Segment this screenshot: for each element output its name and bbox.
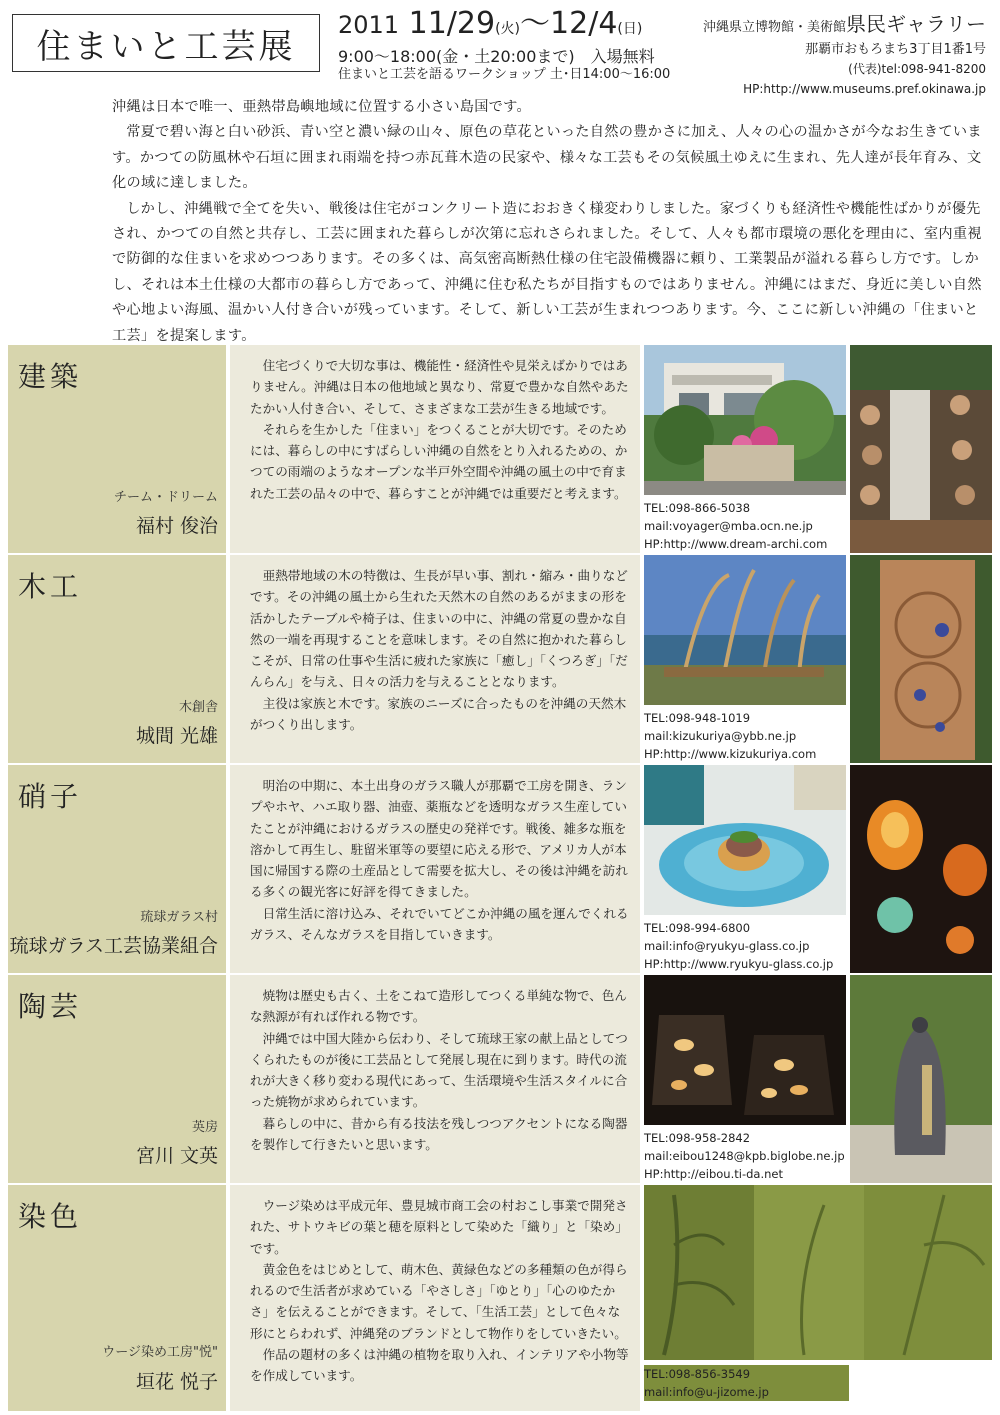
section-pottery (8, 973, 992, 1185)
intro-paragraph: しかし、沖縄戦で全てを失い、戦後は住宅がコンクリート造におおきく様変わりしました。家づくりも経済性や機能性ばかりが優先され、かつての自然と共存し、工芸に囲まれた暮らしが次第に忘れさられました。そして、人々も都市環境の悪化を理由に、室内重視で防御的な住まいを求めつつあります。その多くは、高気密高断熱仕様の住宅設備機器に頼り、工業製品が溢れる暮らし方です。しかし、それは本土仕様の大都市の暮らし方であって、沖縄に住む私たちが目指すものではありません。沖縄にはまだ、身近に美しい自然や心地よい海風、温かい人付き合いが残っています。そして、新しい工芸が生まれつつあります。今、ここに新しい沖縄の「住まいと工芸」を提案します。 (112, 200, 982, 344)
date-start: 11/29 (408, 6, 496, 41)
section-title: 木工 (18, 570, 83, 603)
contact-tel: TEL:098-856-3549 (644, 1367, 751, 1381)
contact-mail[interactable]: mail:info@ryukyu-glass.co.jp (644, 939, 810, 953)
body-paragraph: 明治の中期に、本土出身のガラス職人が那覇で工房を開き、ランプやホヤ、ハエ取り器、油壺、薬瓶などを透明なガラス生産していたことが沖縄におけるガラスの歴史の発祥です。戦後、雑多な瓶を溶かして再生し、駐留米軍等の要望に応える形で、アメリカ人が本国に帰国する際の土産品として需要を拡大し、その後は沖縄を訪れる多くの観光客に好評を得てきました。 (250, 778, 628, 900)
section-contact (644, 709, 854, 763)
contact-mail[interactable]: mail:info@u-jizome.jp (644, 1385, 769, 1399)
body-paragraph: 日常生活に溶け込み、それでいてどこか沖縄の風を運んでくれるガラス、そんなガラスを目指していきます。 (250, 905, 629, 943)
contact-tel: TEL:098-958-2842 (644, 1131, 751, 1145)
body-paragraph: 主役は家族と木です。家族のニーズに合ったものを沖縄の天然木がつくり出します。 (250, 695, 627, 733)
section-person: 垣花 悦子 (135, 1371, 218, 1393)
section-label-panel (8, 1185, 226, 1411)
wood-panel-photo (850, 555, 992, 765)
body-paragraph: 住宅づくりで大切な事は、機能性・経済性や見栄えばかりではありません。沖縄は日本の他地域と異なり、常夏で豊かな自然やあたたかい人付き合い、そして、さまざまな工芸が生きる地域です。 (250, 358, 629, 416)
date-start-dow: (火) (495, 21, 521, 37)
contact-hp[interactable]: HP:http://eibou.ti-da.net (644, 1167, 783, 1181)
section-body-panel (230, 345, 640, 555)
hours: 9:00〜18:00(金・土20:00まで) 入場無料 (338, 47, 655, 66)
body-paragraph: 黄金色をはじめとして、萌木色、黄緑色などの多種類の色が得られるので生活者が求めている「やさしさ」「ゆとり」「心のゆたかさ」を伝えることができます。そして、「生活工芸」として色々な形にとらわれず、沖縄発のブランドとして物作りをしていきたい。 (250, 1261, 628, 1341)
contact-mail[interactable]: mail:kizukuriya@ybb.ne.jp (644, 729, 797, 743)
section-contact (644, 919, 854, 973)
contact-tel: TEL:098-994-6800 (644, 921, 751, 935)
section-title: 陶芸 (18, 990, 83, 1023)
section-body-panel (230, 765, 640, 975)
date-block (338, 6, 698, 84)
section-body-panel (230, 975, 640, 1185)
exhibition-title: 住まいと工芸展 (12, 14, 320, 72)
workshop-info: 住まいと工芸を語るワークショップ 土･日14:00〜16:00 (338, 67, 671, 82)
body-paragraph: ウージ染めは平成元年、豊見城市商工会の村おこし事業で開発された、サトウキビの葉と穂を原料として染めた「織り」と「染め」です。 (250, 1198, 628, 1256)
contact-mail[interactable]: mail:eibou1248@kpb.biglobe.ne.jp (644, 1149, 845, 1163)
venue-tel: (代表)tel:098-941-8200 (848, 62, 986, 76)
year: 2011 (338, 11, 400, 39)
section-person: 福村 俊治 (135, 515, 218, 537)
body-paragraph: 亜熱帯地域の木の特徴は、生長が早い事、割れ・縮み・曲りなどです。その沖縄の風土から生れた天然木の自然のあるがままの形を活かしたテーブルや椅子は、住まいの中に、沖縄の常夏の豊かな自然の一端を再現することを意味します。その自然に抱かれた暮らしこそが、日常の仕事や生活に疲れた家族に「癒し」「くつろぎ」「だんらん」を与え、日々の活力を与えることとなります。 (250, 568, 628, 690)
section-label-panel (8, 765, 226, 975)
section-title: 建築 (18, 360, 83, 393)
contact-hp[interactable]: HP:http://www.ryukyu-glass.co.jp (644, 957, 834, 971)
venue-block (686, 12, 986, 99)
section-body (250, 565, 630, 735)
section-title: 染色 (18, 1200, 83, 1233)
wood-sculpture-photo (644, 555, 846, 705)
section-body (250, 1195, 630, 1387)
section-dyeing (8, 1183, 992, 1411)
section-person: 琉球ガラス工芸協業組合 (9, 935, 218, 957)
contact-tel: TEL:098-866-5038 (644, 501, 751, 515)
section-contact (644, 1129, 854, 1183)
section-person: 城間 光雄 (135, 725, 218, 747)
contact-hp[interactable]: HP:http://www.kizukuriya.com (644, 747, 817, 761)
section-org: チーム・ドリーム (113, 490, 218, 505)
section-label-panel (8, 975, 226, 1185)
contact-hp[interactable]: HP:http://www.dream-archi.com (644, 537, 828, 551)
intro-text (112, 95, 992, 349)
section-label-panel (8, 345, 226, 555)
body-paragraph: 作品の題材の多くは沖縄の植物を取り入れ、インテリアや小物等を作成しています。 (250, 1347, 629, 1384)
intro-paragraph: 沖縄は日本で唯一、亜熱帯島嶼地域に位置する小さい島国です。 (112, 99, 532, 115)
section-body-panel (230, 1185, 640, 1411)
section-body-panel (230, 555, 640, 765)
venue-prefix: 沖縄県立博物館・美術館 (702, 20, 846, 35)
body-paragraph: それらを生かした「住まい」をつくることが大切です。そのためには、暮らしの中にすばらしい沖縄の自然をとり入れるための、かつての雨端のようなオープンな半戸外空間や沖縄の風土の中で育まれた工芸の品々の中で、暮らすことが沖縄では重要だと考えます。 (250, 421, 628, 501)
section-org: 木創舎 (178, 700, 218, 715)
pottery-lanterns-photo (644, 975, 846, 1125)
section-glass (8, 763, 992, 975)
section-architecture (8, 343, 992, 555)
venue-address: 那覇市おもろまち3丁目1番1号 (805, 42, 986, 57)
section-contact (644, 499, 854, 553)
section-body (250, 355, 630, 504)
section-org: ウージ染め工房"悦" (102, 1345, 218, 1360)
venue-name: 県民ギャラリー (846, 12, 986, 36)
section-body (250, 775, 630, 945)
body-paragraph: 焼物は歴史も古く、土をこねて造形してつくる単純な物で、色んな熱源が有れば作れる物です。 (250, 988, 627, 1025)
venue-hp[interactable]: HP:http://www.museums.pref.okinawa.jp (743, 82, 986, 96)
glass-plate-photo (644, 765, 846, 915)
date-end: 12/4 (550, 6, 618, 41)
intro-paragraph: 常夏で碧い海と白い砂浜、青い空と濃い緑の山々、原色の草花といった自然の豊かさに加え、人々の心の温かさが今なお生きています。かつての防風林や石垣に囲まれ雨端を持つ赤瓦葺木造の民家や、様々な工芸もその気候風土ゆえに生まれ、先人達が長年育み、文化の域に達しました。 (112, 124, 982, 192)
dyed-fabric-photo (644, 1185, 992, 1360)
contact-mail[interactable]: mail:voyager@mba.ocn.ne.jp (644, 519, 813, 533)
pottery-vase-photo (850, 975, 992, 1185)
section-body (250, 985, 630, 1155)
section-org: 琉球ガラス村 (140, 910, 218, 925)
header (0, 0, 1000, 95)
body-paragraph: 暮らしの中に、昔から有る技法を残しつつアクセントになる陶器を製作して行きたいと思います。 (250, 1115, 628, 1153)
section-org: 英房 (191, 1120, 218, 1135)
glass-lamps-photo (850, 765, 992, 975)
date-end-dow: (日) (617, 21, 643, 37)
section-contact (644, 1365, 849, 1401)
house-photo (644, 345, 846, 495)
terrace-photo (850, 345, 992, 555)
date-line (338, 6, 698, 47)
section-label-panel (8, 555, 226, 765)
section-title: 硝子 (18, 780, 83, 813)
section-person: 宮川 文英 (135, 1145, 218, 1167)
contact-tel: TEL:098-948-1019 (644, 711, 751, 725)
venue (686, 12, 986, 40)
date-sep: 〜 (520, 6, 551, 41)
body-paragraph: 沖縄では中国大陸から伝わり、そして琉球王家の献上品としてつくられたものが後に工芸品として発展し現在に到ります。時代の流れが大きく移り変わる現代にあって、生活環境や生活スタイルに合った焼物が求められています。 (250, 1030, 628, 1110)
section-woodwork (8, 553, 992, 765)
